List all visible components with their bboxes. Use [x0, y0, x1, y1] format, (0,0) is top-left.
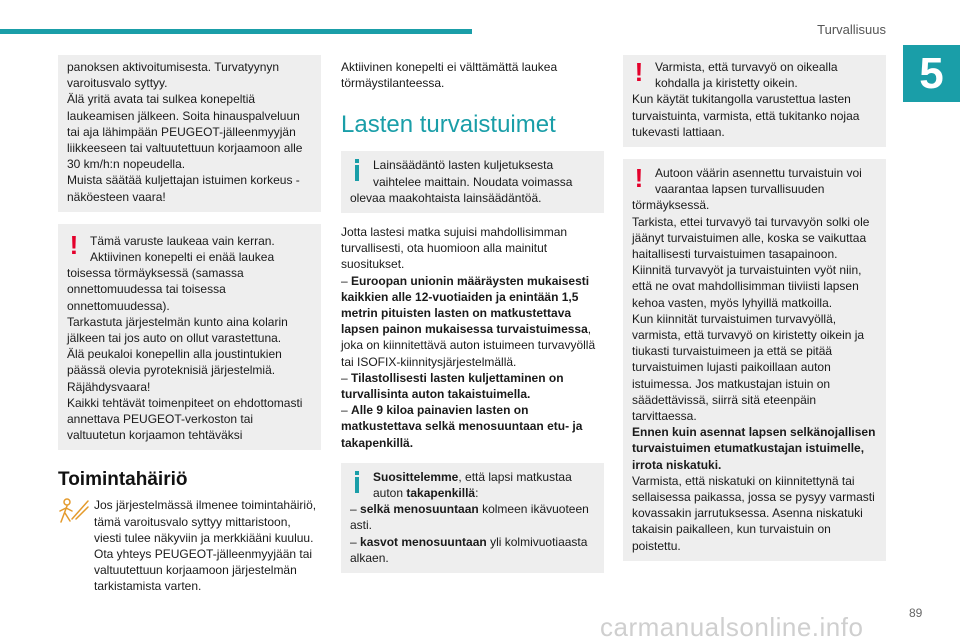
chapter-tab: 5 [903, 45, 960, 102]
info-box-legislation [341, 151, 604, 213]
warning-icon: ! [634, 57, 644, 87]
info-line: auton takapenkillä: [373, 486, 479, 501]
column-3 [623, 55, 886, 561]
intro-text: Aktiivinen konepelti ei välttämättä laukea törmäystilanteessa. [341, 60, 558, 91]
warning-text: Varmista, että niskatuki on kiinnitettynä tai sellaisessa paikassa, jossa se pysyy varmasti kovassakin jarrutuksessa. Asenna niskatuki takaisin paikalleen, kun turvaistuin on poistettu. [632, 473, 875, 553]
warning-text: Tarkastuta järjestelmän kunto aina kolarin jälkeen tai jos auto on ollut varastettuna. [67, 314, 288, 346]
note-line: Älä yritä avata tai sulkea konepeltiä laukeamisen jälkeen. Soita hinauspalveluun tai aja lähimpään PEUGEOT-jälleenmyyjän liikkeeseen tai valtuutettuun korjaamoon alle 30 km/h:n nopeudella. [67, 92, 303, 172]
warning-text: Tarkista, ettei turvavyö tai turvavyön solki ole jäänyt turvaistuimen alle, koska se vaikuttaa haitallisesti turvaistuimen tasapainoon. [632, 214, 870, 262]
recommendations [341, 224, 604, 451]
fault-heading: Toimintahäiriö [58, 469, 188, 491]
warning-text: Kun kiinnität turvaistuimen turvavyöllä, varmista, että turvavyö on kiristetty oikein ja tiukasti turvaistuimeen ja että se pitää turvaistuimen lujasti paikoillaan auton istuimessa. Jos matkustajan istuin on säädettävissä, siirrä sitä eteenpäin tarvittaessa. [632, 311, 865, 424]
warning-lead: Varmista, että turvavyö on oikealla kohdalla ja kiristetty oikein. [655, 60, 838, 91]
fault-text: Jos järjestelmässä ilmenee toimintahäiriö, tämä varoitusvalo syttyy mittaristoon, viesti tulee näkyviin ja merkkiääni kuuluu. Ota yhteys PEUGEOT-jälleenmyyjään tai valtuutettuun korjaamoon järjestelmän tarkistamista varten. [94, 498, 317, 594]
info-icon [355, 471, 369, 493]
info-text: olevaa maakohtaista lainsäädäntöä. [350, 190, 542, 205]
warning-text: törmäyksessä. [632, 198, 710, 213]
note-line: panoksen aktivoitumisesta. Turvatyynyn varoitusvalo syttyy. [67, 60, 280, 91]
warning-box-installation [623, 159, 886, 561]
info-box-recommendation [341, 463, 604, 573]
pedestrian-warning-icon [58, 497, 90, 527]
warning-text: Älä peukaloi konepellin alla joustintukien päässä olevia pyroteknisiä järjestelmiä. [67, 347, 282, 378]
fault-paragraph [58, 497, 321, 594]
warning-icon: ! [634, 163, 644, 194]
info-lead: Lainsäädäntö lasten kuljetuksesta vaihtelee maittain. Noudata voimassa [373, 158, 573, 189]
header-accent-bar [0, 29, 472, 34]
warning-text: Kiinnitä turvavyöt ja turvaistuinten vyöt niin, että ne ovat mahdollisimman tiiviisti lapsen kehoa vasten, myös lyhyillä matkoilla. [632, 263, 862, 310]
warning-text: Kun käytät tukitangolla varustettua lasten turvaistuinta, varmista, että tukitanko nojaa tukevasti lattiaan. [632, 92, 860, 139]
warning-box-belt [623, 55, 886, 147]
warning-icon: ! [69, 229, 79, 260]
section-title: Turvallisuus [817, 22, 886, 37]
warning-bold-text: Ennen kuin asennat lapsen selkänojallisen turvaistuimen etumatkustajan istuimelle, irrota niskatuki. [632, 425, 876, 472]
column-1 [58, 55, 321, 595]
warning-lead: Tämä varuste laukeaa vain kerran. Aktiivinen konepelti ei enää laukea [90, 233, 275, 265]
page-number: 89 [909, 606, 923, 620]
continued-note-box [58, 55, 321, 212]
warning-box [58, 224, 321, 451]
column-2 [341, 55, 604, 573]
warning-text: toisessa törmäyksessä (samassa onnettomuudessa tai toisessa onnettomuudessa). [67, 266, 244, 313]
info-item: – selkä menosuuntaan kolmeen ikävuoteen asti. [350, 502, 589, 533]
child-seats-heading: Lasten turvaistuimet [341, 111, 556, 139]
warning-text: Räjähdysvaara! [67, 379, 151, 394]
warning-lead: Autoon väärin asennettu turvaistuin voi vaarantaa lapsen turvallisuuden [655, 166, 862, 197]
info-lead: Suosittelemme, että lapsi matkustaa [373, 469, 572, 484]
info-item: – kasvot menosuuntaan yli kolmivuotiaasta alkaen. [350, 534, 588, 565]
bullet-item: – Tilastollisesti lasten kuljettaminen on turvallisinta auton takaistuimella. [341, 370, 564, 402]
info-icon [355, 159, 369, 181]
bullet-item: – Euroopan unionin määräysten mukaisesti kaikkien alle 12-vuotiaiden ja enintään 1,5 metrin pituisten lasten on matkustettava lapsen painon mukaisessa turvaistuimessa, joka on kiinnitettävä auton istuimeen turvavyöllä tai ISOFIX-kiinnitysjärjestelmällä. [341, 273, 596, 369]
bullet-item: – Alle 9 kiloa painavien lasten on matkustettava selkä menosuuntaan etu- ja takapenkillä. [341, 403, 583, 450]
note-line: Muista säätää kuljettajan istuimen korkeus - näköesteen vaara! [67, 173, 300, 204]
watermark: carmanualsonline.info [600, 612, 864, 642]
warning-text: Kaikki tehtävät toimenpiteet on ehdottomasti annettava PEUGEOT-verkoston tai valtuutetun korjaamon tehtäväksi [67, 395, 303, 443]
body-intro: Jotta lastesi matka sujuisi mahdollisimman turvallisesti, ota huomioon alla mainitut suositukset. [341, 225, 568, 272]
